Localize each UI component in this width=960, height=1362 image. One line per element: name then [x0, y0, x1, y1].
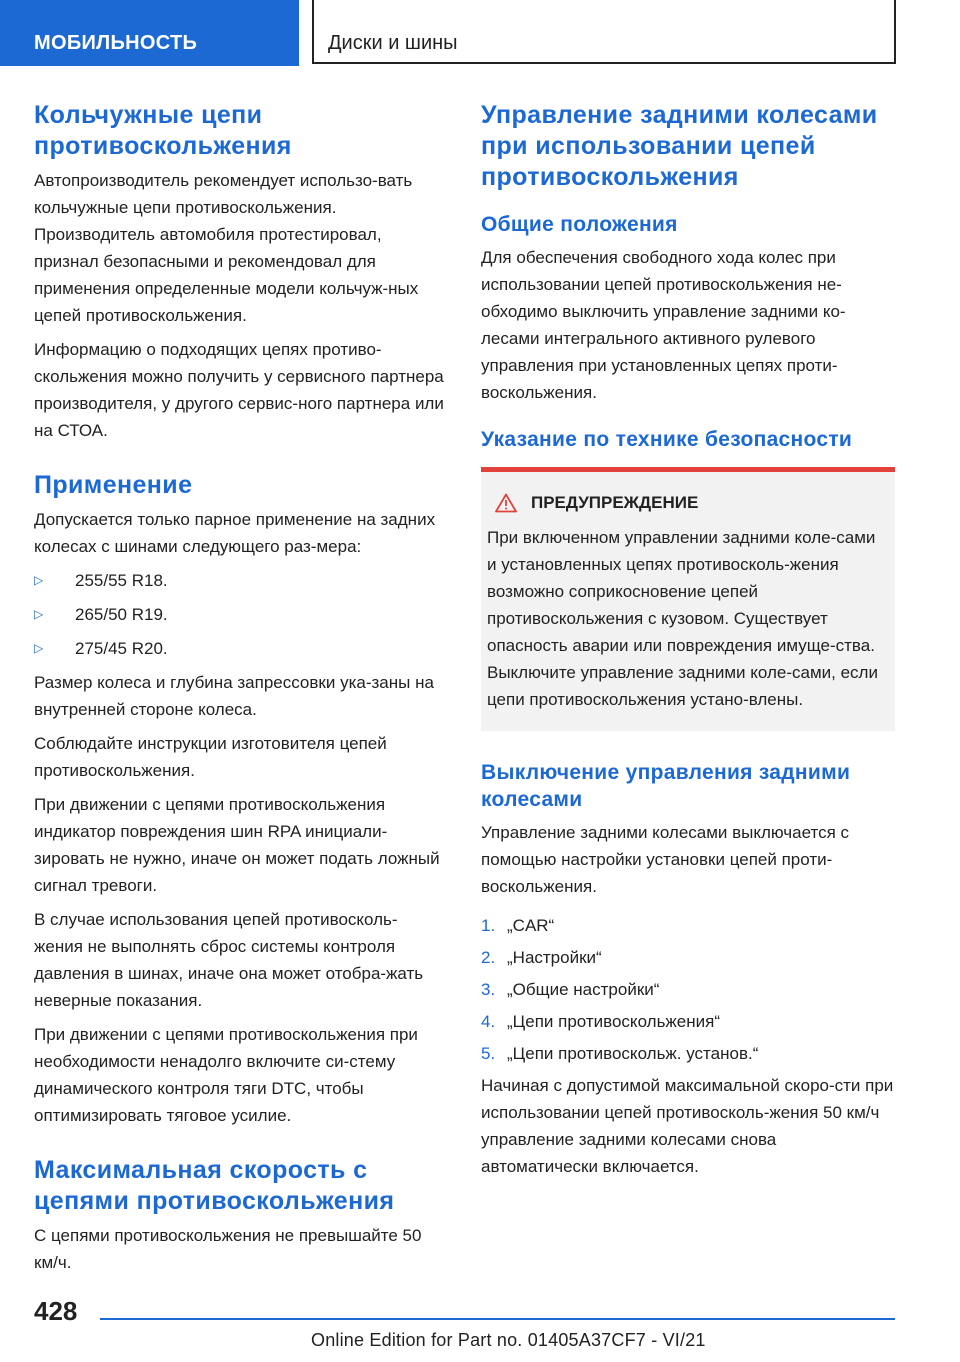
list-item — [481, 1040, 895, 1067]
usage-paragraph-3: Соблюдайте инструкции изготовителя цепей противоскольжения. — [34, 734, 387, 780]
triangle-right-icon: ▷ — [34, 607, 44, 621]
step-number: 3. — [481, 980, 496, 999]
list-item — [481, 944, 895, 971]
chains-heading — [34, 100, 444, 162]
warning-triangle-icon — [495, 493, 517, 513]
disable-heading-line2: колесами — [481, 788, 583, 811]
settings-steps — [481, 912, 895, 1067]
page-number: 428 — [34, 1296, 78, 1326]
edition-note: Online Edition for Part no. 01405A37CF7 - VI/21 — [311, 1330, 706, 1350]
step-number: 2. — [481, 948, 496, 967]
speed-heading-line2: цепями противоскольжения — [34, 1187, 395, 1215]
usage-heading: Применение — [34, 471, 193, 499]
chains-paragraph-1: Автопроизводитель рекомендует использо-вать кольчужные цепи противоскольжения. Производитель автомобиля протестировал, признал безопасными и рекомендовал для применения определенные модели кольчуж-ных цепей противоскольжения. — [34, 171, 419, 325]
disable-heading — [481, 759, 895, 813]
warning-label: ПРЕДУПРЕЖДЕНИЕ — [531, 493, 699, 512]
usage-paragraph-6: При движении с цепями противоскольжения при необходимости ненадолго включите си-стему динамического контроля тяги DTC, чтобы оптимизировать тяговое усилие. — [34, 1025, 418, 1125]
tire-size: 275/45 R20. — [75, 639, 168, 658]
section-tab: МОБИЛЬНОСТЬ — [0, 0, 299, 66]
tire-size: 265/50 R19. — [75, 605, 168, 624]
list-item — [34, 635, 444, 662]
usage-paragraph-2: Размер колеса и глубина запрессовки ука-заны на внутренней стороне колеса. — [34, 673, 434, 719]
step-number: 4. — [481, 1012, 496, 1031]
steering-heading-line2: при использовании цепей — [481, 132, 816, 160]
tire-size: 255/55 R18. — [75, 571, 168, 590]
step-number: 1. — [481, 916, 496, 935]
triangle-right-icon: ▷ — [34, 573, 44, 587]
usage-paragraph-4: При движении с цепями противоскольжения индикатор повреждения шин RPA инициали-зировать не нужно, иначе он может подать ложный сигнал тревоги. — [34, 795, 440, 895]
safety-heading: Указание по технике безопасности — [481, 428, 853, 451]
list-item — [481, 976, 895, 1003]
general-heading: Общие положения — [481, 213, 678, 236]
list-item — [481, 912, 895, 939]
step-text: „CAR“ — [507, 916, 555, 935]
step-text: „Настройки“ — [507, 948, 602, 967]
step-number: 5. — [481, 1044, 496, 1063]
chains-heading-line1: Кольчужные цепи — [34, 101, 263, 129]
usage-paragraph-5: В случае использования цепей противосколь-жения не выполнять сброс системы контроля давления в шинах, иначе она может отобра-жать неверные показания. — [34, 910, 424, 1010]
footer-divider — [100, 1318, 895, 1320]
general-paragraph-1: Для обеспечения свободного хода колес при использовании цепей противоскольжения не-обходимо выключить управление задними ко-лесами интегрального активного рулевого управления при установленных цепях проти-воскольжения. — [481, 248, 846, 402]
disable-heading-line1: Выключение управления задними — [481, 761, 851, 784]
chains-paragraph-2: Информацию о подходящих цепях противо-скольжения можно получить у сервисного партнера производителя, у другого сервис-ного партнера или на СТОА. — [34, 340, 444, 440]
disable-paragraph-1: Управление задними колесами выключается с помощью настройки установки цепей проти-воскольжения. — [481, 823, 850, 896]
step-text: „Цепи противоскольж. установ.“ — [507, 1044, 759, 1063]
speed-heading-line1: Максимальная скорость с — [34, 1156, 368, 1184]
list-item — [481, 1008, 895, 1035]
page-header — [0, 0, 960, 66]
list-item — [34, 567, 444, 594]
chains-heading-line2: противоскольжения — [34, 132, 292, 160]
left-column — [34, 100, 444, 1283]
step-text: „Цепи противоскольжения“ — [507, 1012, 720, 1031]
warning-box — [481, 467, 895, 731]
warning-text: При включенном управлении задними коле-сами и установленных цепях противосколь-жения возможно соприкосновение цепей противоскольжения с кузовом. Существует опасность аварии или повреждения имуще-ства. Выключите управление задними коле-сами, если цепи противоскольжения устано-влены. — [487, 528, 878, 709]
steering-heading-line1: Управление задними колесами — [481, 101, 878, 129]
warning-header — [487, 493, 881, 513]
steering-heading-line3: противоскольжения — [481, 163, 739, 191]
triangle-right-icon: ▷ — [34, 641, 44, 655]
tire-size-list — [34, 567, 444, 662]
speed-paragraph-1: С цепями противоскольжения не превышайте 50 км/ч. — [34, 1226, 422, 1272]
list-item — [34, 601, 444, 628]
speed-heading — [34, 1155, 444, 1217]
disable-paragraph-2: Начиная с допустимой максимальной скоро-сти при использовании цепей противосколь-жения 50 км/ч управление задними колесами снова автоматически включается. — [481, 1076, 894, 1176]
right-column — [481, 100, 895, 1187]
steering-heading — [481, 100, 895, 193]
usage-paragraph-1: Допускается только парное применение на задних колесах с шинами следующего раз-мера: — [34, 510, 436, 556]
step-text: „Общие настройки“ — [507, 980, 660, 999]
chapter-title: Диски и шины — [312, 0, 896, 64]
